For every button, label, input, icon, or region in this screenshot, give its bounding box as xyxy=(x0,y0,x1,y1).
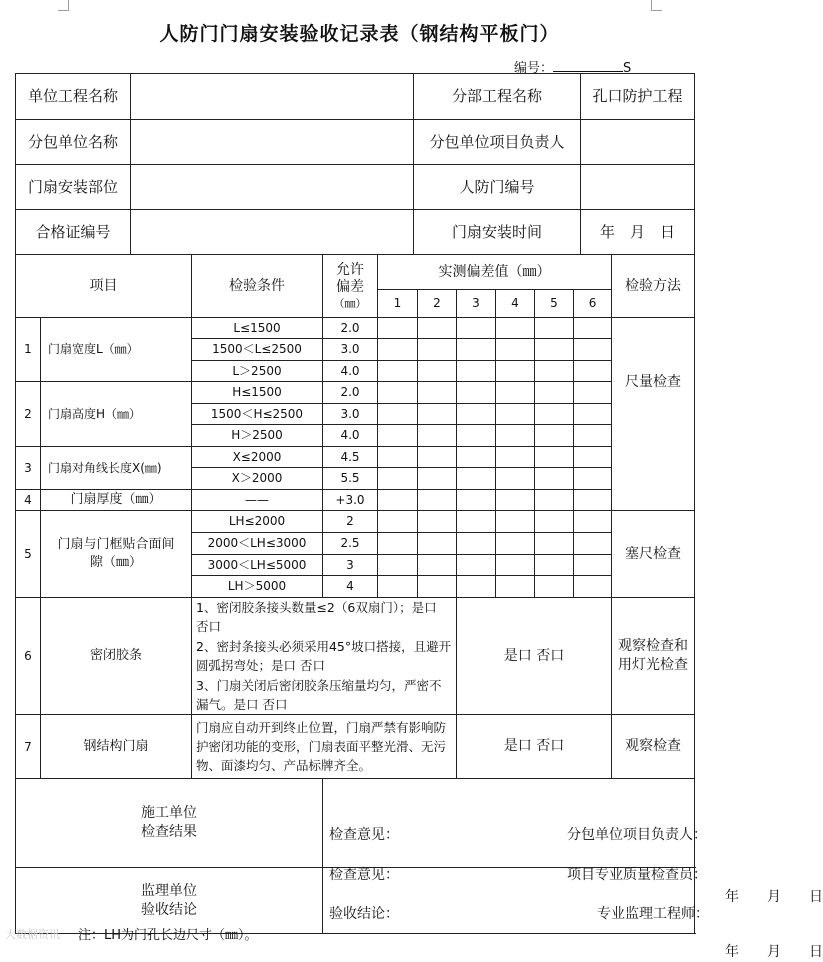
header-method: 检验方法 xyxy=(612,255,695,318)
construction-date: 年 月 日 xyxy=(725,889,823,906)
measure-cell[interactable] xyxy=(457,361,496,382)
tolerance: 3.0 xyxy=(323,404,378,425)
seal-req-2: 2、密封条接头必须采用45°坡口搭接，且避开圆弧拐弯处；是口 否口 xyxy=(196,638,452,674)
header-measured: 实测偏差值（㎜） xyxy=(378,255,612,290)
tolerance: 2 xyxy=(323,511,378,533)
unit-project-name-value[interactable] xyxy=(131,74,414,120)
supervision-line1: 监理单位 xyxy=(141,882,197,899)
measure-cell[interactable] xyxy=(457,468,496,490)
engineer-sign: 专业监理工程师： xyxy=(597,905,709,922)
method-line1: 观察检查和 xyxy=(618,638,689,655)
measure-cell[interactable] xyxy=(496,382,535,404)
measure-cell[interactable] xyxy=(457,490,496,511)
measure-cell[interactable] xyxy=(496,404,535,425)
row-number: 5 xyxy=(16,511,41,598)
measure-cell[interactable] xyxy=(496,511,535,533)
condition: 2000＜LH≤3000 xyxy=(192,533,323,555)
measure-cell[interactable] xyxy=(378,339,418,361)
measure-cell[interactable] xyxy=(496,447,535,468)
measure-cell[interactable] xyxy=(378,576,418,598)
unit-project-name-label: 单位工程名称 xyxy=(16,74,131,120)
tolerance: 3 xyxy=(323,555,378,576)
measure-cell[interactable] xyxy=(378,382,418,404)
tolerance: 4.0 xyxy=(323,361,378,382)
method-measure: 尺量检查 xyxy=(612,318,695,447)
header-col: 3 xyxy=(457,290,496,318)
condition: L＞2500 xyxy=(192,361,323,382)
measure-cell[interactable] xyxy=(378,490,418,511)
construction-line1: 施工单位 xyxy=(141,805,197,822)
crop-mark-right xyxy=(651,0,662,11)
install-location-label: 门扇安装部位 xyxy=(16,165,131,210)
measure-cell[interactable] xyxy=(535,382,574,404)
measure-cell[interactable] xyxy=(574,576,612,598)
seal-req-1: 1、密闭胶条接头数量≤2（6双扇门）；是口 否口 xyxy=(196,600,437,635)
measure-cell[interactable] xyxy=(535,404,574,425)
install-location-value[interactable] xyxy=(131,165,414,210)
measure-cell[interactable] xyxy=(496,339,535,361)
measure-cell[interactable] xyxy=(418,447,457,468)
measure-cell[interactable] xyxy=(418,576,457,598)
sub-leader-value[interactable] xyxy=(581,120,695,165)
measure-cell[interactable] xyxy=(496,468,535,490)
tolerance: +3.0 xyxy=(323,490,378,511)
supervision-date: 年 月 日 xyxy=(725,943,823,960)
measure-cell[interactable] xyxy=(574,404,612,425)
measure-cell[interactable] xyxy=(574,468,612,490)
measure-cell[interactable] xyxy=(457,318,496,339)
measure-cell[interactable] xyxy=(496,361,535,382)
seal-requirements xyxy=(192,598,457,715)
method-visual: 观察检查 xyxy=(612,715,695,779)
measure-cell[interactable] xyxy=(574,361,612,382)
steel-door-check[interactable]: 是口 否口 xyxy=(457,715,612,779)
door-number-label: 人防门编号 xyxy=(414,165,581,210)
measure-cell[interactable] xyxy=(574,425,612,447)
gap-line1: 门扇与门框贴合面间 xyxy=(57,537,175,553)
condition: H＞2500 xyxy=(192,425,323,447)
door-number-value[interactable] xyxy=(581,165,695,210)
measure-cell[interactable] xyxy=(418,361,457,382)
header-col: 5 xyxy=(535,290,574,318)
tolerance: 2.0 xyxy=(323,382,378,404)
row-number: 7 xyxy=(16,715,41,779)
measure-cell[interactable] xyxy=(378,447,418,468)
measure-cell[interactable] xyxy=(535,555,574,576)
method-empty xyxy=(612,447,695,490)
measure-cell[interactable] xyxy=(574,555,612,576)
seal-req-3: 3、门扇关闭后密闭胶条压缩量均匀，严密不漏气。是口 否口 xyxy=(196,677,442,712)
measure-cell[interactable] xyxy=(496,490,535,511)
serial-suffix: S xyxy=(623,61,632,76)
header-condition: 检验条件 xyxy=(192,255,323,318)
measure-cell[interactable] xyxy=(378,361,418,382)
measure-cell[interactable] xyxy=(418,511,457,533)
measure-cell[interactable] xyxy=(378,404,418,425)
measure-cell[interactable] xyxy=(457,555,496,576)
header-col: 2 xyxy=(418,290,457,318)
measure-cell[interactable] xyxy=(378,533,418,555)
measure-cell[interactable] xyxy=(574,382,612,404)
certificate-number-value[interactable] xyxy=(131,210,414,255)
install-time-label: 门扇安装时间 xyxy=(414,210,581,255)
measure-cell[interactable] xyxy=(535,576,574,598)
item-steel-door: 钢结构门扇 xyxy=(41,715,192,779)
measure-cell[interactable] xyxy=(496,576,535,598)
header-col: 4 xyxy=(496,290,535,318)
conclusion-label: 验收结论： xyxy=(329,905,399,922)
serial-label: 编号： xyxy=(514,61,554,76)
page-title: 人防门门扇安装验收记录表（钢结构平板门） xyxy=(159,23,560,45)
tolerance: 2.5 xyxy=(323,533,378,555)
tolerance: 3.0 xyxy=(323,339,378,361)
measure-cell[interactable] xyxy=(378,555,418,576)
measure-cell[interactable] xyxy=(574,339,612,361)
construction-opinion[interactable] xyxy=(323,779,823,906)
gap-line2: 隙（㎜） xyxy=(89,555,142,570)
header-tolerance xyxy=(323,255,378,318)
item-seal-strip: 密闭胶条 xyxy=(41,598,192,715)
item-door-width: 门扇宽度L（㎜） xyxy=(41,318,192,382)
measure-cell[interactable] xyxy=(418,404,457,425)
construction-line2: 检查结果 xyxy=(141,824,197,841)
tolerance: 4.5 xyxy=(323,447,378,468)
measure-cell[interactable] xyxy=(574,533,612,555)
measure-cell[interactable] xyxy=(535,361,574,382)
row-number: 6 xyxy=(16,598,41,715)
row-number: 2 xyxy=(16,382,41,447)
condition: X≤2000 xyxy=(192,447,323,468)
tolerance-line1: 允许 xyxy=(336,261,364,278)
header-item: 项目 xyxy=(16,255,192,318)
method-visual-light xyxy=(612,598,695,715)
method-line2: 用灯光检查 xyxy=(618,657,689,674)
sub-project-name-value: 孔口防护工程 xyxy=(581,74,695,120)
measure-cell[interactable] xyxy=(418,468,457,490)
crop-mark-left xyxy=(58,0,69,11)
measure-cell[interactable] xyxy=(496,318,535,339)
header-col: 6 xyxy=(574,290,612,318)
measure-cell[interactable] xyxy=(535,339,574,361)
condition: 1500＜H≤2500 xyxy=(192,404,323,425)
measure-cell[interactable] xyxy=(378,468,418,490)
measure-cell[interactable] xyxy=(535,447,574,468)
tolerance: 4.0 xyxy=(323,425,378,447)
subcontractor-value[interactable] xyxy=(131,120,414,165)
header-col: 1 xyxy=(378,290,418,318)
measure-cell[interactable] xyxy=(418,318,457,339)
supervision-line2: 验收结论 xyxy=(141,901,197,918)
measure-cell[interactable] xyxy=(378,318,418,339)
measure-cell[interactable] xyxy=(574,318,612,339)
row-number: 3 xyxy=(16,447,41,490)
measure-cell[interactable] xyxy=(574,447,612,468)
measure-cell[interactable] xyxy=(535,425,574,447)
method-empty xyxy=(612,490,695,511)
tolerance: 5.5 xyxy=(323,468,378,490)
opinion-label-1: 检查意见： xyxy=(329,827,399,844)
condition: LH＞5000 xyxy=(192,576,323,598)
measure-cell[interactable] xyxy=(418,555,457,576)
condition: 1500＜L≤2500 xyxy=(192,339,323,361)
item-door-gap xyxy=(41,511,192,598)
measure-cell[interactable] xyxy=(457,447,496,468)
condition: LH≤2000 xyxy=(192,511,323,533)
measure-cell[interactable] xyxy=(574,490,612,511)
serial-blank[interactable] xyxy=(553,59,623,72)
measure-cell[interactable] xyxy=(457,339,496,361)
condition: H≤1500 xyxy=(192,382,323,404)
measure-cell[interactable] xyxy=(535,533,574,555)
measure-cell[interactable] xyxy=(457,425,496,447)
method-feeler: 塞尺检查 xyxy=(612,511,695,598)
steel-door-requirement: 门扇应自动开到终止位置，门扇严禁有影响防护密闭功能的变形，门扇表面平整光滑、无污物、面漆均匀、产品标牌齐全。 xyxy=(192,715,457,779)
measure-cell[interactable] xyxy=(457,404,496,425)
tolerance: 2.0 xyxy=(323,318,378,339)
opinion-label-2: 检查意见： xyxy=(329,867,399,884)
row-number: 4 xyxy=(16,490,41,511)
construction-unit xyxy=(16,779,323,868)
measure-cell[interactable] xyxy=(496,555,535,576)
item-door-thickness: 门扇厚度（㎜） xyxy=(41,490,192,511)
measure-cell[interactable] xyxy=(535,318,574,339)
footnote: 注：LH为门孔长边尺寸（㎜）。 xyxy=(78,928,258,943)
info-table xyxy=(15,73,695,255)
measure-cell[interactable] xyxy=(535,468,574,490)
sub-leader-label: 分包单位项目负责人 xyxy=(414,120,581,165)
sub-leader-sign: 分包单位项目负责人： xyxy=(567,827,707,844)
measure-cell[interactable] xyxy=(574,511,612,533)
tolerance-line3: （㎜） xyxy=(333,296,367,310)
measure-cell[interactable] xyxy=(418,425,457,447)
item-door-diagonal: 门扇对角线长度X(㎜) xyxy=(41,447,192,490)
measure-cell[interactable] xyxy=(496,425,535,447)
sub-project-name-label: 分部工程名称 xyxy=(414,74,581,120)
seal-check[interactable]: 是口 否口 xyxy=(457,598,612,715)
item-door-height: 门扇高度H（㎜） xyxy=(41,382,192,447)
measure-cell[interactable] xyxy=(418,382,457,404)
qc-inspector-sign: 项目专业质量检查员： xyxy=(567,867,707,884)
measure-cell[interactable] xyxy=(378,511,418,533)
condition: X＞2000 xyxy=(192,468,323,490)
measure-cell[interactable] xyxy=(457,382,496,404)
measure-cell[interactable] xyxy=(457,533,496,555)
condition: 3000＜LH≤5000 xyxy=(192,555,323,576)
measure-cell[interactable] xyxy=(418,533,457,555)
measure-cell[interactable] xyxy=(418,339,457,361)
watermark: 大数据资讯 xyxy=(5,928,60,941)
measure-cell[interactable] xyxy=(535,511,574,533)
measure-cell[interactable] xyxy=(496,533,535,555)
measure-cell[interactable] xyxy=(378,425,418,447)
install-time-value: 年 月 日 xyxy=(581,210,695,255)
measure-cell[interactable] xyxy=(457,576,496,598)
tolerance-line2: 偏差 xyxy=(336,279,364,296)
certificate-number-label: 合格证编号 xyxy=(16,210,131,255)
measure-cell[interactable] xyxy=(457,511,496,533)
tolerance: 4 xyxy=(323,576,378,598)
measure-cell[interactable] xyxy=(535,490,574,511)
condition: L≤1500 xyxy=(192,318,323,339)
subcontractor-label: 分包单位名称 xyxy=(16,120,131,165)
row-number: 1 xyxy=(16,318,41,382)
condition: —— xyxy=(192,490,323,511)
measure-cell[interactable] xyxy=(418,490,457,511)
